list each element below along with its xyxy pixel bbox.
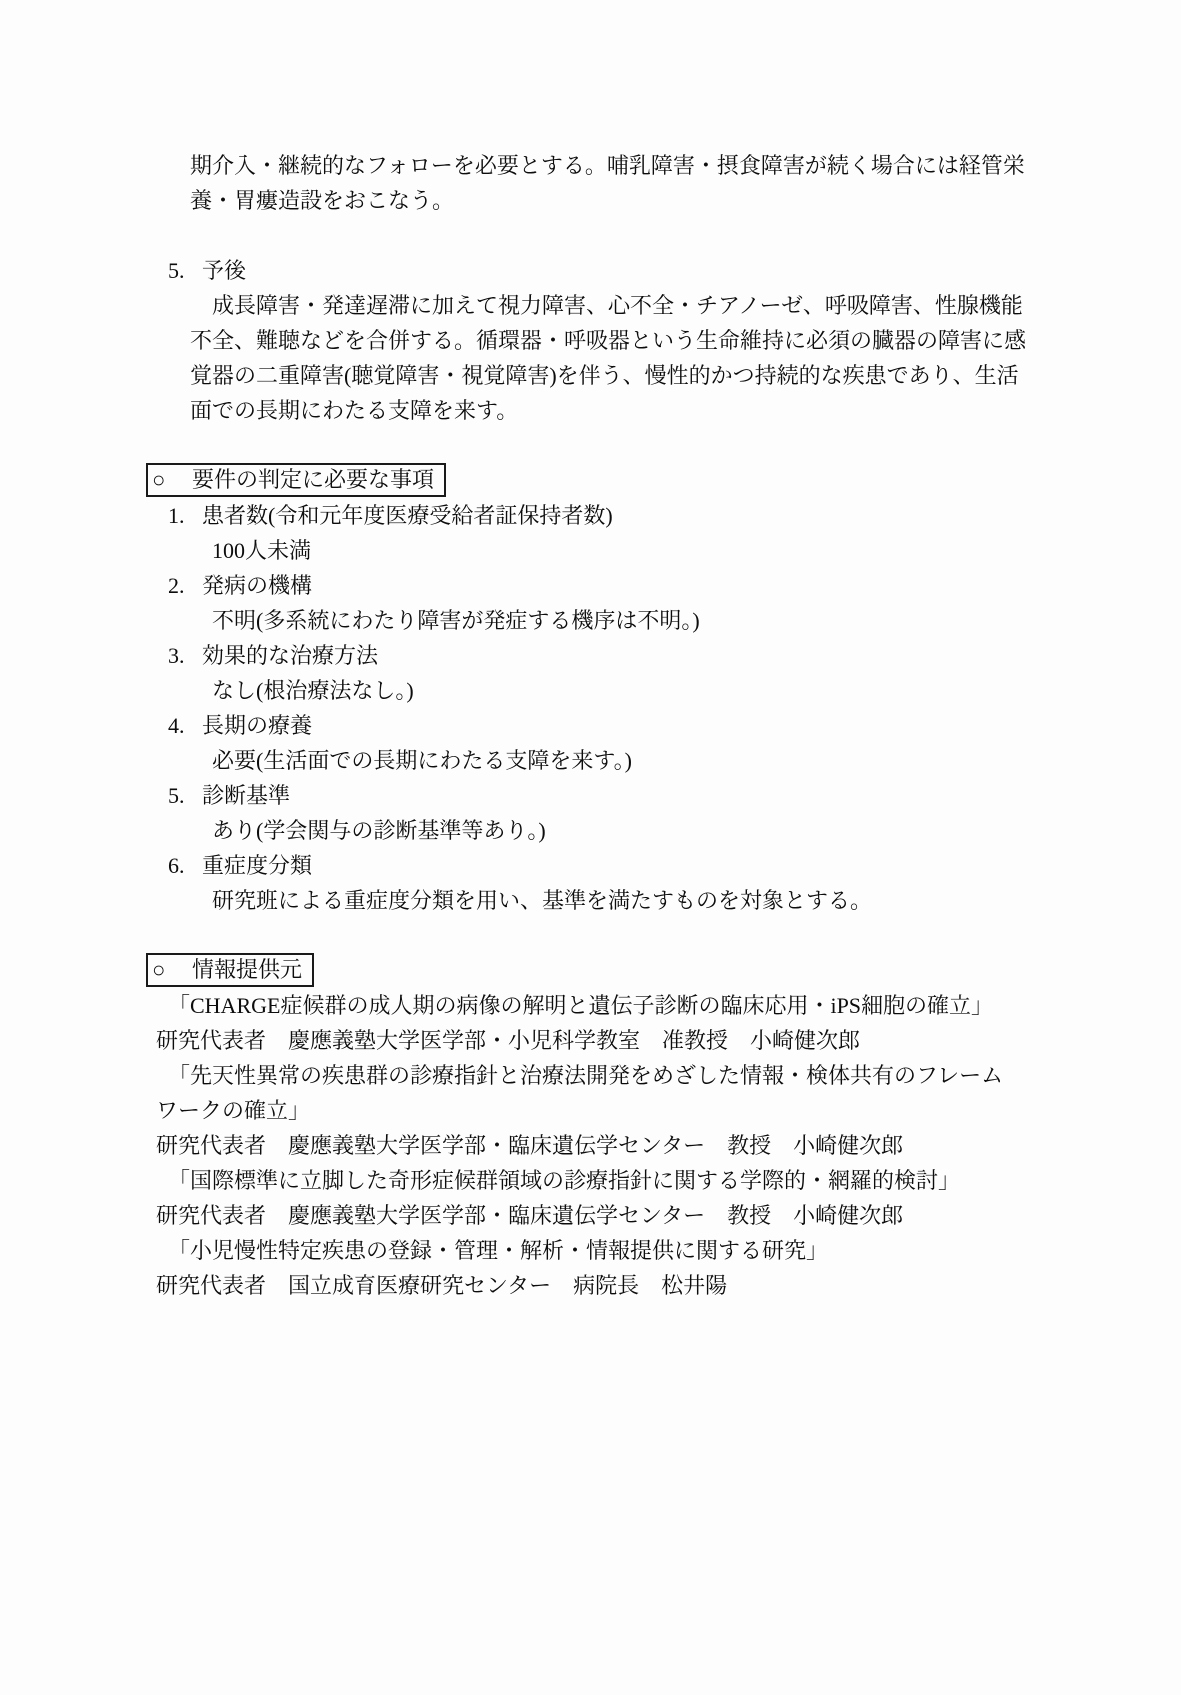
requirements-heading: 要件の判定に必要な事項 (192, 467, 435, 492)
intro-paragraph-line: 期介入・継続的なフォローを必要とする。哺乳障害・摂食障害が続く場合には経管栄 (190, 153, 1025, 178)
circle-marker: ○ (152, 467, 166, 492)
requirement-item-number: 2. (168, 573, 185, 598)
source-title: 「先天性異常の疾患群の診療指針と治療法開発をめざした情報・検体共有のフレーム (168, 1063, 1004, 1088)
prognosis-body-line: 不全、難聴などを合併する。循環器・呼吸器という生命維持に必須の臓器の障害に感 (190, 328, 1027, 353)
prognosis-body-line: 覚器の二重障害(聴覚障害・視覚障害)を伴う、慢性的かつ持続的な疾患であり、生活 (190, 363, 1019, 388)
prognosis-item-number: 5. (168, 258, 185, 283)
requirement-item-label: 効果的な治療方法 (202, 643, 379, 668)
requirement-item-number: 1. (168, 503, 185, 528)
requirement-item-value: 必要(生活面での長期にわたる支障を来す。) (212, 748, 632, 773)
requirement-item-heading (168, 638, 1181, 673)
source-title: 「CHARGE症候群の成人期の病像の解明と遺伝子診断の臨床応用・iPS細胞の確立」 (168, 993, 994, 1018)
prognosis-body-line: 成長障害・発達遅滞に加えて視力障害、心不全・チアノーゼ、呼吸障害、性腺機能 (212, 293, 1023, 318)
requirement-item-label: 長期の療養 (202, 713, 313, 738)
blank-line (146, 218, 1181, 253)
source-representative: 研究代表者 慶應義塾大学医学部・臨床遺伝学センター 教授 小崎健次郎 (156, 1203, 904, 1228)
sources-heading: 情報提供元 (192, 957, 303, 982)
requirement-item-number: 3. (168, 643, 185, 668)
sources-heading-row (146, 953, 1181, 988)
source-representative: 研究代表者 慶應義塾大学医学部・小児科学教室 准教授 小崎健次郎 (156, 1028, 861, 1053)
sources-list (156, 988, 1181, 1303)
requirements-heading-row (146, 463, 1181, 498)
requirement-item-label: 重症度分類 (202, 853, 313, 878)
circle-marker: ○ (152, 957, 166, 982)
prognosis-item-heading (168, 253, 1181, 288)
requirement-item-heading (168, 708, 1181, 743)
blank-line (146, 918, 1181, 953)
source-title: 「国際標準に立脚した奇形症候群領域の診療指針に関する学際的・網羅的検討」 (168, 1168, 961, 1193)
requirement-item-number: 6. (168, 853, 185, 878)
requirement-item-value: なし(根治療法なし。) (212, 678, 414, 703)
requirement-item-number: 4. (168, 713, 185, 738)
requirement-item-heading (168, 778, 1181, 813)
requirement-item-heading (168, 568, 1181, 603)
source-representative: 研究代表者 国立成育医療研究センター 病院長 松井陽 (156, 1273, 728, 1298)
sources-heading-box (146, 953, 314, 987)
source-title: 「小児慢性特定疾患の登録・管理・解析・情報提供に関する研究」 (168, 1238, 829, 1263)
requirement-item-value: あり(学会関与の診断基準等あり。) (212, 818, 546, 843)
source-representative: 研究代表者 慶應義塾大学医学部・臨床遺伝学センター 教授 小崎健次郎 (156, 1133, 904, 1158)
intro-paragraph-line: 養・胃瘻造設をおこなう。 (190, 188, 455, 213)
requirement-item-value: 研究班による重症度分類を用い、基準を満たすものを対象とする。 (212, 888, 873, 913)
prognosis-item-title: 予後 (202, 258, 247, 283)
requirement-item-number: 5. (168, 783, 185, 808)
requirement-item-label: 患者数(令和元年度医療受給者証保持者数) (202, 503, 613, 528)
requirements-heading-box (146, 463, 446, 497)
prognosis-body-line: 面での長期にわたる支障を来す。 (190, 398, 519, 423)
requirement-item-label: 診断基準 (202, 783, 291, 808)
requirement-item-label: 発病の機構 (202, 573, 313, 598)
requirement-item-value: 100人未満 (212, 538, 312, 563)
requirement-item-heading (168, 498, 1181, 533)
source-title-continuation: ワークの確立」 (156, 1098, 311, 1123)
requirement-item-heading (168, 848, 1181, 883)
blank-line (146, 428, 1181, 463)
requirement-item-value: 不明(多系統にわたり障害が発症する機序は不明。) (212, 608, 700, 633)
